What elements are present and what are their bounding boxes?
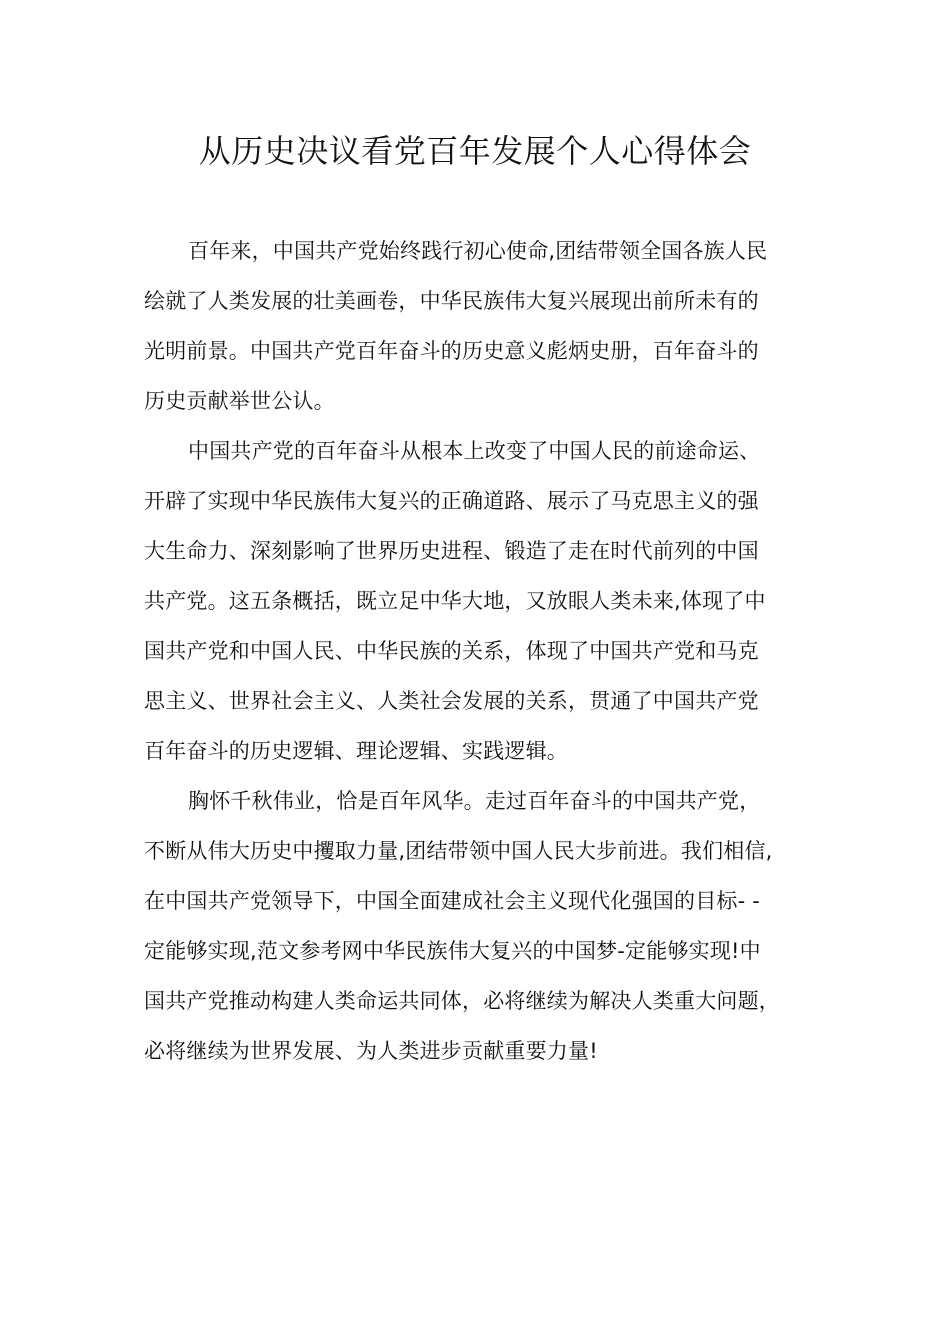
paragraph-line: 国共产党和中国人民、中华民族的关系，体现了中国共产党和马克 [144,639,759,663]
paragraph-line: 光明前景。中国共产党百年奋斗的历史意义彪炳史册，百年奋斗的 [144,339,759,363]
paragraph-line: 胸怀千秋伟业，恰是百年风华。走过百年奋斗的中国共产党， [188,789,761,813]
paragraph-line: 中国共产党的百年奋斗从根本上改变了中国人民的前途命运、 [188,439,761,463]
paragraph-line: 百年奋斗的历史逻辑、理论逻辑、实践逻辑。 [144,739,568,763]
paragraph-line: 绘就了人类发展的壮美画卷，中华民族伟大复兴展现出前所未有的 [144,289,759,313]
paragraph-line: 国共产党推动构建人类命运共同体，必将继续为解决人类重大问题， [144,989,780,1013]
paragraph-3 [144,776,834,1076]
paragraph-line: 大生命力、深刻影响了世界历史进程、锻造了走在时代前列的中国 [144,539,759,563]
document-body [144,226,834,1076]
paragraph-line: 共产党。这五条概括，既立足中华大地，又放眼人类未来,体现了中 [144,589,766,613]
paragraph-line: 定能够实现,范文参考网中华民族伟大复兴的中国梦-定能够实现!中 [144,939,761,963]
paragraph-2 [144,426,834,776]
paragraph-line: 思主义、世界社会主义、人类社会发展的关系，贯通了中国共产党 [144,689,759,713]
paragraph-line: 历史贡献举世公认。 [144,389,335,413]
paragraph-line: 开辟了实现中华民族伟大复兴的正确道路、展示了马克思主义的强 [144,489,759,513]
paragraph-line: 在中国共产党领导下，中国全面建成社会主义现代化强国的目标- - [144,889,761,913]
paragraph-line: 百年来，中国共产党始终践行初心使命,团结带领全国各族人民 [188,239,768,263]
document-title: 从历史决议看党百年发展个人心得体会 [198,132,752,170]
paragraph-line: 必将继续为世界发展、为人类进步贡献重要力量! [144,1039,598,1063]
paragraph-1 [144,226,834,426]
paragraph-line: 不断从伟大历史中攫取力量,团结带领中国人民大步前进。我们相信, [144,839,773,863]
